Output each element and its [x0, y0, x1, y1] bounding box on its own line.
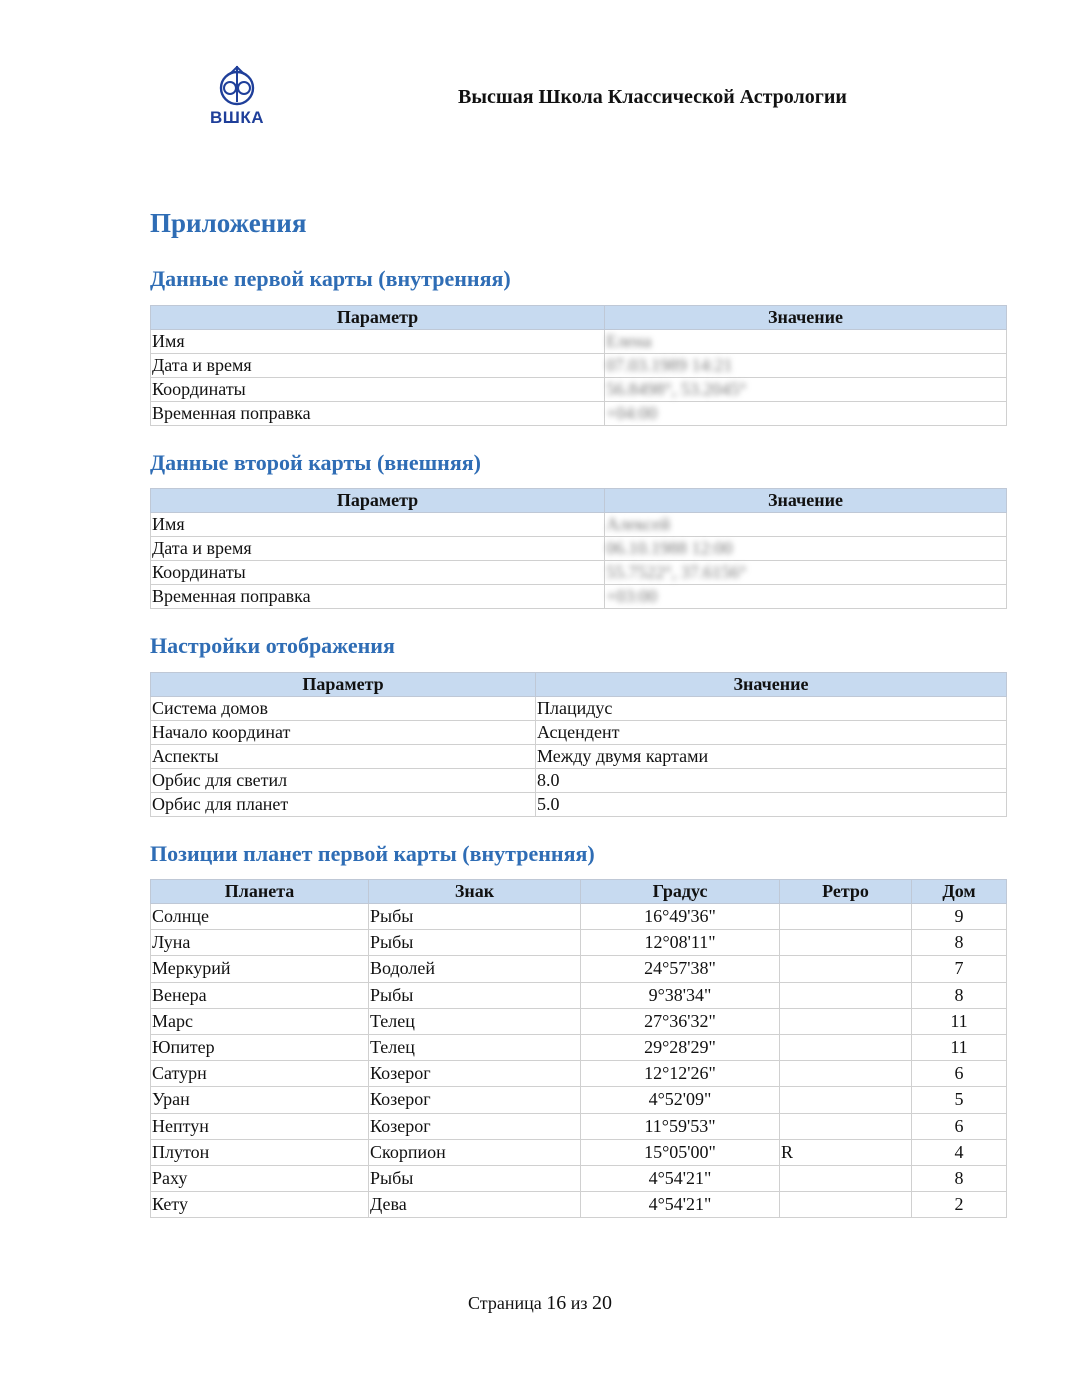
value-cell: Между двумя картами	[536, 745, 1007, 769]
planet-name-cell: Уран	[151, 1087, 369, 1113]
degree-cell: 29°28'29"	[581, 1034, 780, 1060]
param-cell: Координаты	[151, 561, 605, 585]
house-cell: 5	[912, 1087, 1007, 1113]
house-cell: 4	[912, 1139, 1007, 1165]
sign-cell: Рыбы	[369, 904, 581, 930]
param-cell: Координаты	[151, 378, 605, 402]
value-cell: Асцендент	[536, 721, 1007, 745]
planets-table	[150, 879, 1007, 1218]
table-row	[151, 1034, 1007, 1060]
param-cell: Система домов	[151, 697, 536, 721]
degree-cell: 12°12'26"	[581, 1061, 780, 1087]
retro-cell	[780, 1113, 912, 1139]
table-row	[151, 513, 1007, 537]
table-row	[151, 793, 1007, 817]
retro-cell	[780, 1165, 912, 1191]
house-cell: 2	[912, 1192, 1007, 1218]
table-row	[151, 1192, 1007, 1218]
sign-cell: Водолей	[369, 956, 581, 982]
table-row	[151, 1113, 1007, 1139]
value-cell: 5.0	[536, 793, 1007, 817]
settings-table	[150, 672, 1007, 817]
planet-name-cell: Сатурн	[151, 1061, 369, 1087]
param-cell: Аспекты	[151, 745, 536, 769]
table-row	[151, 982, 1007, 1008]
column-header-value: Значение	[605, 306, 1007, 330]
chart2-table	[150, 488, 1007, 609]
retro-cell	[780, 1034, 912, 1060]
total-pages-number: 20	[591, 1292, 612, 1314]
column-header-param: Параметр	[151, 489, 605, 513]
retro-cell	[780, 1192, 912, 1218]
degree-cell: 9°38'34"	[581, 982, 780, 1008]
table-row	[151, 904, 1007, 930]
value-cell: Алексей	[605, 513, 1007, 537]
param-cell: Орбис для светил	[151, 769, 536, 793]
column-header-param: Параметр	[151, 306, 605, 330]
house-cell: 7	[912, 956, 1007, 982]
column-header-house: Дом	[912, 880, 1007, 904]
table-row	[151, 697, 1007, 721]
value-cell: +04:00	[605, 402, 1007, 426]
house-cell: 6	[912, 1113, 1007, 1139]
table-row	[151, 378, 1007, 402]
table-row	[151, 561, 1007, 585]
degree-cell: 4°54'21"	[581, 1192, 780, 1218]
column-header-param: Параметр	[151, 673, 536, 697]
degree-cell: 11°59'53"	[581, 1113, 780, 1139]
chart2-heading: Данные второй карты (внешняя)	[150, 450, 481, 475]
footer-separator: из	[570, 1293, 588, 1313]
param-cell: Дата и время	[151, 537, 605, 561]
sign-cell: Рыбы	[369, 1165, 581, 1191]
sign-cell: Телец	[369, 1034, 581, 1060]
value-cell: 55.7522°, 37.6156°	[605, 561, 1007, 585]
table-row	[151, 1087, 1007, 1113]
table-row	[151, 930, 1007, 956]
value-cell: 8.0	[536, 769, 1007, 793]
sign-cell: Рыбы	[369, 930, 581, 956]
degree-cell: 16°49'36"	[581, 904, 780, 930]
school-title: Высшая Школа Классической Астрологии	[458, 86, 847, 108]
param-cell: Имя	[151, 330, 605, 354]
degree-cell: 27°36'32"	[581, 1008, 780, 1034]
house-cell: 8	[912, 982, 1007, 1008]
table-row	[151, 769, 1007, 793]
house-cell: 8	[912, 1165, 1007, 1191]
logo-text: ВШКА	[209, 108, 264, 127]
settings-heading: Настройки отображения	[150, 633, 395, 658]
house-cell: 11	[912, 1034, 1007, 1060]
degree-cell: 12°08'11"	[581, 930, 780, 956]
logo-emblem-icon	[206, 64, 268, 108]
table-row	[151, 402, 1007, 426]
table-row	[151, 330, 1007, 354]
table-row	[151, 745, 1007, 769]
retro-cell	[780, 956, 912, 982]
page-footer	[0, 1292, 1080, 1315]
planet-name-cell: Нептун	[151, 1113, 369, 1139]
table-row	[151, 1139, 1007, 1165]
planet-name-cell: Юпитер	[151, 1034, 369, 1060]
table-row	[151, 537, 1007, 561]
retro-cell	[780, 1087, 912, 1113]
value-cell: 07.03.1989 14:21	[605, 354, 1007, 378]
planet-name-cell: Плутон	[151, 1139, 369, 1165]
value-cell: Елена	[605, 330, 1007, 354]
planet-name-cell: Кету	[151, 1192, 369, 1218]
table-row	[151, 354, 1007, 378]
retro-cell	[780, 904, 912, 930]
degree-cell: 4°54'21"	[581, 1165, 780, 1191]
planet-name-cell: Марс	[151, 1008, 369, 1034]
sign-cell: Козерог	[369, 1087, 581, 1113]
column-header-degree: Градус	[581, 880, 780, 904]
retro-cell	[780, 930, 912, 956]
table-header-row	[151, 880, 1007, 904]
sign-cell: Скорпион	[369, 1139, 581, 1165]
table-row	[151, 1165, 1007, 1191]
table-row	[151, 1061, 1007, 1087]
degree-cell: 4°52'09"	[581, 1087, 780, 1113]
table-header-row	[151, 489, 1007, 513]
table-row	[151, 956, 1007, 982]
value-cell: +03:00	[605, 585, 1007, 609]
column-header-planet: Планета	[151, 880, 369, 904]
retro-cell	[780, 982, 912, 1008]
value-cell: 56.8498°, 53.2045°	[605, 378, 1007, 402]
value-cell: Плацидус	[536, 697, 1007, 721]
planet-name-cell: Солнце	[151, 904, 369, 930]
column-header-value: Значение	[605, 489, 1007, 513]
param-cell: Имя	[151, 513, 605, 537]
table-header-row	[151, 673, 1007, 697]
planet-name-cell: Раху	[151, 1165, 369, 1191]
column-header-sign: Знак	[369, 880, 581, 904]
param-cell: Временная поправка	[151, 585, 605, 609]
param-cell: Начало координат	[151, 721, 536, 745]
degree-cell: 15°05'00"	[581, 1139, 780, 1165]
sign-cell: Телец	[369, 1008, 581, 1034]
school-logo	[206, 64, 268, 128]
table-header-row	[151, 306, 1007, 330]
sign-cell: Козерог	[369, 1113, 581, 1139]
table-row	[151, 1008, 1007, 1034]
retro-cell	[780, 1061, 912, 1087]
param-cell: Орбис для планет	[151, 793, 536, 817]
chart1-table	[150, 305, 1007, 426]
table-row	[151, 585, 1007, 609]
param-cell: Дата и время	[151, 354, 605, 378]
param-cell: Временная поправка	[151, 402, 605, 426]
planet-name-cell: Венера	[151, 982, 369, 1008]
retro-cell: R	[780, 1139, 912, 1165]
planets-heading: Позиции планет первой карты (внутренняя)	[150, 841, 595, 866]
house-cell: 8	[912, 930, 1007, 956]
retro-cell	[780, 1008, 912, 1034]
planet-name-cell: Луна	[151, 930, 369, 956]
column-header-retro: Ретро	[780, 880, 912, 904]
value-cell: 06.10.1988 12:00	[605, 537, 1007, 561]
sign-cell: Дева	[369, 1192, 581, 1218]
sign-cell: Рыбы	[369, 982, 581, 1008]
house-cell: 11	[912, 1008, 1007, 1034]
sign-cell: Козерог	[369, 1061, 581, 1087]
column-header-value: Значение	[536, 673, 1007, 697]
house-cell: 6	[912, 1061, 1007, 1087]
footer-prefix: Страница	[468, 1293, 542, 1313]
planet-name-cell: Меркурий	[151, 956, 369, 982]
current-page-number: 16	[546, 1292, 567, 1314]
table-row	[151, 721, 1007, 745]
chart1-heading: Данные первой карты (внутренняя)	[150, 266, 511, 291]
degree-cell: 24°57'38"	[581, 956, 780, 982]
page-title: Приложения	[150, 208, 307, 238]
house-cell: 9	[912, 904, 1007, 930]
